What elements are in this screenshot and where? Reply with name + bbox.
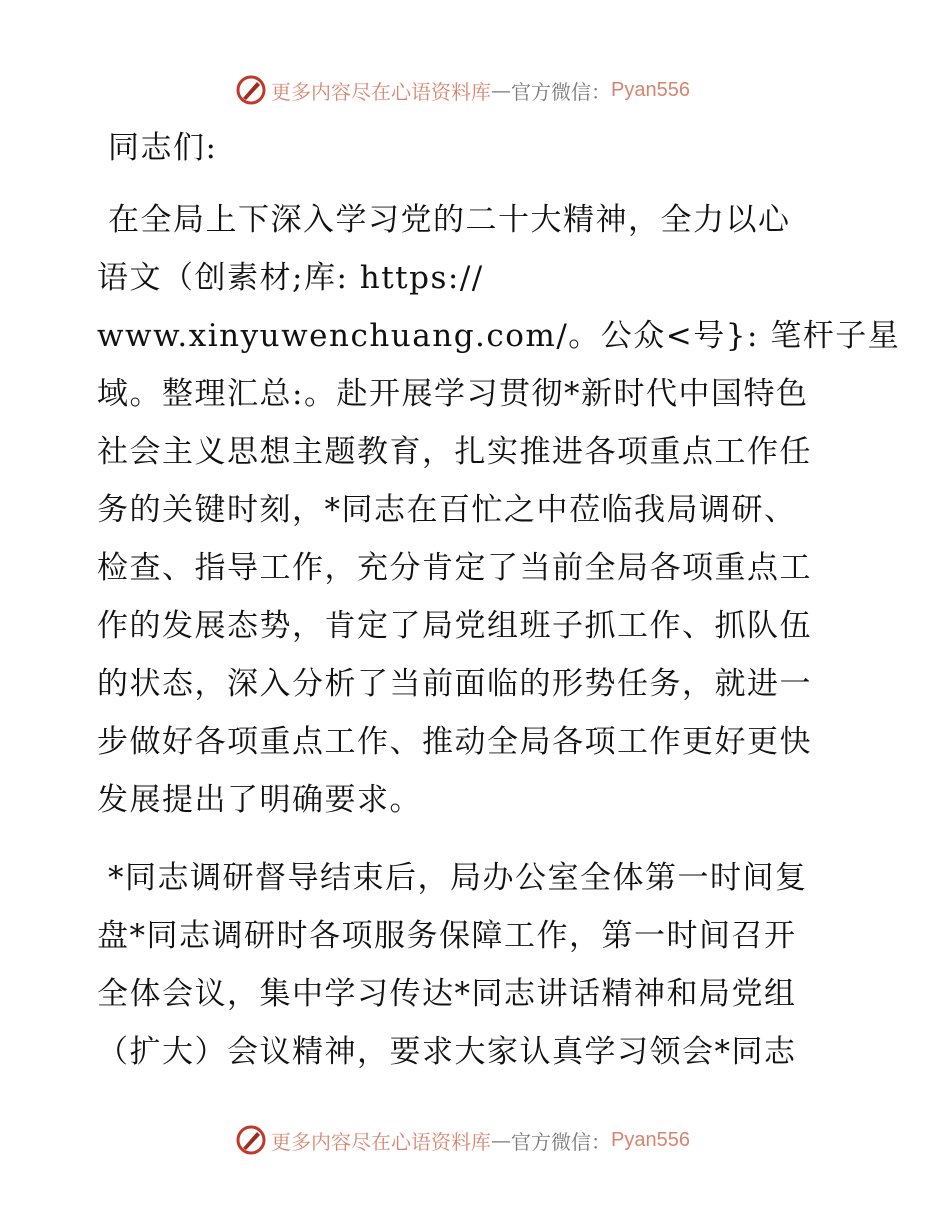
text-line: 在全局上下深入学习党的二十大精神，全力以心 xyxy=(108,202,791,238)
text-line: 域。整理汇总:。赴开展学习贯彻*新时代中国特色 xyxy=(97,376,809,412)
text-line: （扩大）会议精神，要求大家认真学习领会*同志 xyxy=(97,1034,797,1070)
salutation: 同志们: xyxy=(108,130,218,166)
pen-logo-icon xyxy=(235,1124,267,1156)
watermark-label: 官方微信： xyxy=(511,79,611,104)
watermark-dash: — xyxy=(491,1128,511,1152)
text-line: 的状态，深入分析了当前面临的形势任务，就进一 xyxy=(97,666,812,702)
header-watermark xyxy=(235,72,690,108)
watermark-id: Pyan556 xyxy=(611,1128,690,1151)
text-line: 盘*同志调研时各项服务保障工作，第一时间召开 xyxy=(97,918,797,954)
watermark-label: 官方微信： xyxy=(511,1129,611,1154)
text-line: 步做好各项重点工作、推动全局各项工作更好更快 xyxy=(97,724,812,760)
pen-logo-icon xyxy=(235,74,267,106)
text-line: www.xinyuwenchuang.com/。公众<号}: 笔杆子星 xyxy=(97,318,901,354)
watermark-main: 更多内容尽在心语资料库 xyxy=(271,1129,491,1154)
footer-watermark xyxy=(235,1122,690,1158)
watermark-id: Pyan556 xyxy=(611,78,690,101)
text-line: 语文（创素材;库: https:// xyxy=(97,260,484,296)
text-line: 务的关键时刻，*同志在百忙之中莅临我局调研、 xyxy=(97,492,797,528)
watermark-dash: — xyxy=(491,78,511,102)
text-line: 社会主义思想主题教育，扎实推进各项重点工作任 xyxy=(97,434,812,470)
text-line: 全体会议，集中学习传达*同志讲话精神和局党组 xyxy=(97,976,797,1012)
watermark-main: 更多内容尽在心语资料库 xyxy=(271,79,491,104)
text-line: 作的发展态势，肯定了局党组班子抓工作、抓队伍 xyxy=(97,608,812,644)
text-line: 检查、指导工作，充分肯定了当前全局各项重点工 xyxy=(97,550,812,586)
text-line: 发展提出了明确要求。 xyxy=(97,782,422,818)
text-line: *同志调研督导结束后，局办公室全体第一时间复 xyxy=(108,860,808,896)
